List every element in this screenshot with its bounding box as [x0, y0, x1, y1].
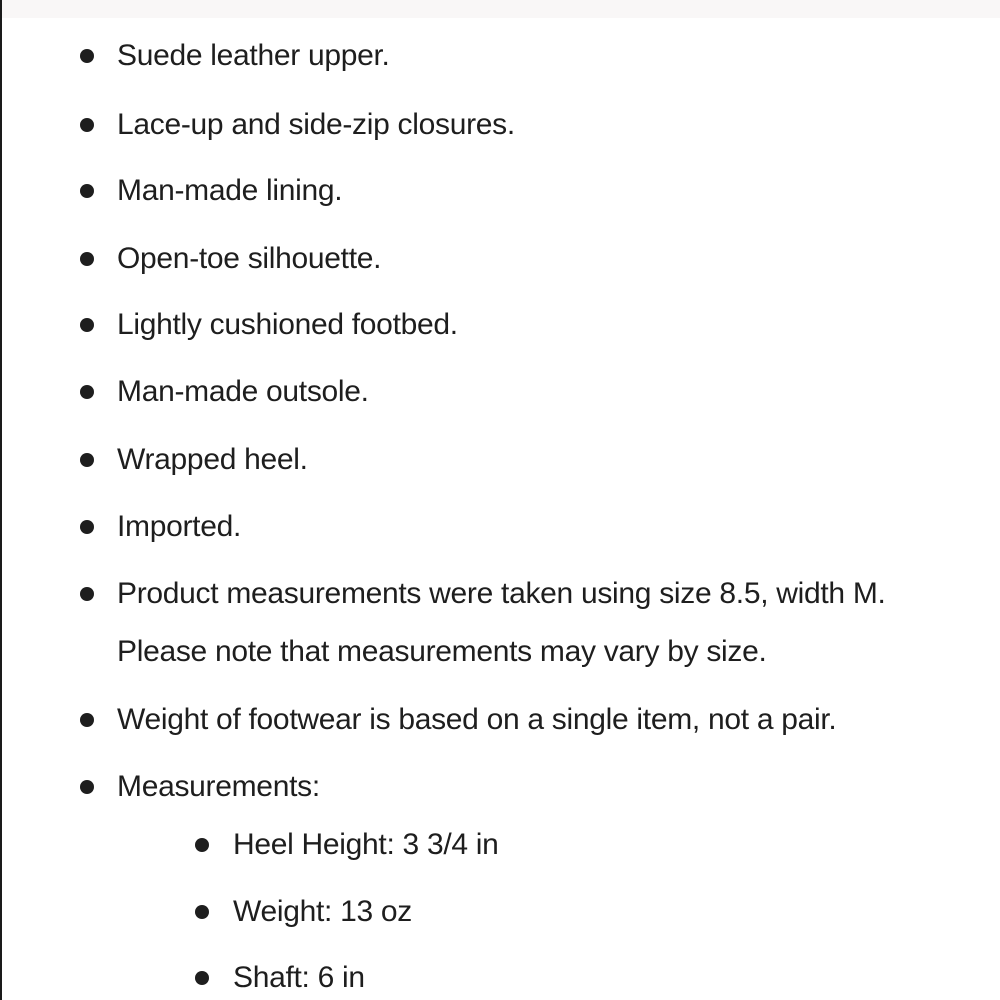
list-item-text: Suede leather upper.: [117, 39, 390, 72]
list-item-text: Product measurements were taken using size 8.5, width M.: [117, 577, 886, 610]
list-item: [117, 702, 836, 738]
bullet-icon: [80, 713, 94, 727]
list-item: [117, 307, 458, 343]
list-item-text: Lightly cushioned footbed.: [117, 308, 458, 341]
bullet-icon: [80, 184, 94, 198]
list-item: [117, 576, 886, 670]
list-item-text: Wrapped heel.: [117, 443, 308, 476]
sub-list-item-text: Shaft: 6 in: [233, 961, 365, 994]
list-item: [117, 107, 515, 143]
list-item: [117, 38, 390, 74]
bullet-icon: [80, 520, 94, 534]
list-item-text: Lace-up and side-zip closures.: [117, 108, 515, 141]
list-item-text: Man-made lining.: [117, 174, 343, 207]
bullet-icon: [80, 453, 94, 467]
bullet-icon: [195, 905, 209, 919]
list-item: [117, 509, 241, 545]
bullet-icon: [195, 838, 209, 852]
bullet-icon: [80, 385, 94, 399]
list-item: [117, 173, 342, 209]
list-item: [117, 241, 381, 277]
list-item-text: Measurements:: [117, 770, 320, 803]
sub-list-item-text: Heel Height: 3 3/4 in: [233, 828, 499, 861]
sub-list-item: [233, 827, 499, 863]
bullet-icon: [80, 49, 94, 63]
bullet-icon: [80, 252, 94, 266]
bullet-icon: [80, 318, 94, 332]
sub-list-item: [233, 960, 365, 996]
list-item-text: Weight of footwear is based on a single item, not a pair.: [117, 703, 837, 736]
list-item-text: Man-made outsole.: [117, 375, 369, 408]
list-item-text: Open-toe silhouette.: [117, 242, 382, 275]
list-item: [117, 442, 308, 478]
sub-list-item-text: Weight: 13 oz: [233, 895, 412, 928]
list-item-text: Please note that measurements may vary by size.: [117, 635, 767, 668]
bullet-icon: [195, 971, 209, 985]
bullet-icon: [80, 118, 94, 132]
list-item: [117, 374, 369, 410]
list-item: [117, 769, 320, 805]
bullet-icon: [80, 780, 94, 794]
list-item-text: Imported.: [117, 510, 242, 543]
sub-list-item: [233, 894, 412, 930]
bullet-icon: [80, 587, 94, 601]
